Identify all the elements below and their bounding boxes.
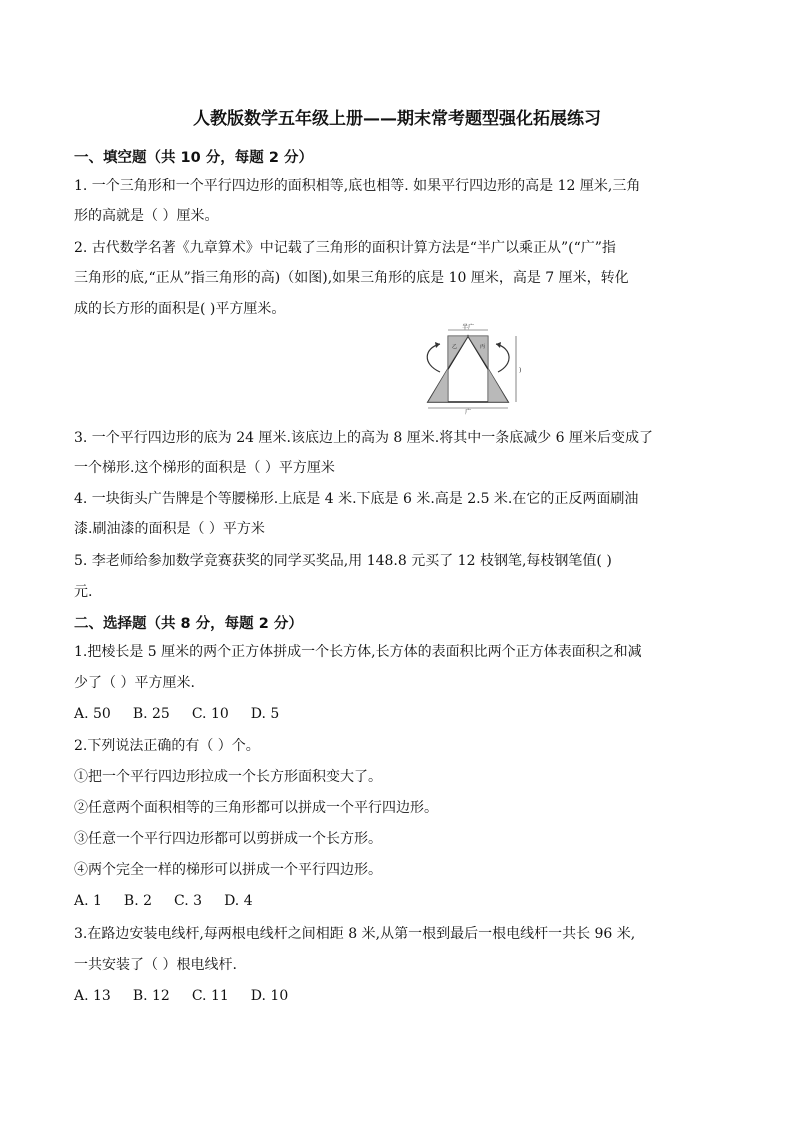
statement-item: ③任意一个平行四边形都可以剪拼成一个长方形。	[74, 831, 382, 847]
option-d: D. 10	[250, 988, 289, 1004]
question-line: 2.下列说法正确的有（ ）个。	[74, 738, 260, 754]
section-heading-multiple-choice: 二、选择题（共 8 分，每题 2 分）	[74, 616, 303, 632]
rotate-arrow-left-icon	[427, 344, 440, 372]
section-heading-fill-blank: 一、填空题（共 10 分，每题 2 分）	[74, 150, 313, 166]
piece-label: 乙	[452, 344, 458, 350]
option-a: A. 1	[74, 893, 102, 909]
answer-options	[74, 988, 310, 1004]
statement-item: ②任意两个面积相等的三角形都可以拼成一个平行四边形。	[74, 800, 438, 816]
shaded-piece	[468, 336, 488, 368]
question-line: 1. 一个三角形和一个平行四边形的面积相等,底也相等. 如果平行四边形的高是 12 厘米,三角	[74, 178, 641, 194]
question-line: 少了（ ）平方厘米.	[74, 675, 195, 691]
shaded-piece	[488, 368, 508, 402]
arrow-head-left-icon	[435, 342, 440, 348]
top-dimension-label: 半广	[461, 324, 475, 331]
question-line: 一个梯形.这个梯形的面积是（ ）平方厘米	[74, 460, 335, 476]
option-d: D. 5	[250, 706, 280, 722]
option-d: D. 4	[224, 893, 253, 909]
page-title: 人教版数学五年级上册——期末常考题型强化拓展练习	[193, 109, 601, 129]
option-a: A. 50	[74, 706, 111, 722]
option-c: C. 10	[191, 706, 229, 722]
answer-options	[74, 706, 301, 722]
question-line: 成的长方形的面积是( )平方厘米。	[74, 301, 286, 317]
answer-options	[74, 893, 275, 909]
side-dimension-label: )	[519, 367, 522, 374]
question-line: 5. 李老师给参加数学竞赛获奖的同学买奖品,用 148.8 元买了 12 枝钢笔,每枝钢笔值( )	[74, 553, 612, 569]
option-c: C. 3	[174, 893, 203, 909]
question-line: 4. 一块街头广告牌是个等腰梯形.上底是 4 米.下底是 6 米.高是 2.5 米.在它的正反两面刷油	[74, 491, 639, 507]
option-b: B. 2	[123, 893, 153, 909]
shaded-piece	[428, 368, 448, 402]
statement-item: ④两个完全一样的梯形可以拼成一个平行四边形。	[74, 862, 382, 878]
question-line: 3. 一个平行四边形的底为 24 厘米.该底边上的高为 8 厘米.将其中一条底减少 6 厘米后变成了	[74, 430, 654, 446]
bottom-dimension-label: 广	[464, 409, 472, 416]
option-c: C. 11	[191, 988, 229, 1004]
rotate-arrow-right-icon	[496, 344, 509, 372]
option-b: B. 12	[132, 988, 170, 1004]
question-line: 3.在路边安装电线杆,每两根电线杆之间相距 8 米,从第一根到最后一根电线杆一共长 96 米,	[74, 926, 636, 942]
piece-label: 丙	[480, 344, 486, 350]
question-line: 三角形的底,“正从”指三角形的高)（如图),如果三角形的底是 10 厘米，高是 7 厘米，转化	[74, 270, 629, 286]
question-line: 2. 古代数学名著《九章算术》中记载了三角形的面积计算方法是“半广以乘正从”(“广”指	[74, 240, 616, 256]
option-a: A. 13	[74, 988, 111, 1004]
question-line: 形的高就是（ ）厘米。	[74, 208, 219, 224]
question-line: 一共安装了（ ）根电线杆.	[74, 957, 237, 973]
triangle-rectangle-figure	[418, 322, 528, 416]
question-line: 元.	[74, 584, 93, 600]
statement-item: ①把一个平行四边形拉成一个长方形面积变大了。	[74, 769, 382, 785]
question-line: 漆.刷油漆的面积是（ ）平方米	[74, 521, 265, 537]
question-line: 1.把棱长是 5 厘米的两个正方体拼成一个长方体,长方体的表面积比两个正方体表面积之和减	[74, 644, 642, 660]
option-b: B. 25	[132, 706, 170, 722]
shaded-piece	[448, 336, 468, 368]
arrow-head-right-icon	[496, 342, 501, 348]
